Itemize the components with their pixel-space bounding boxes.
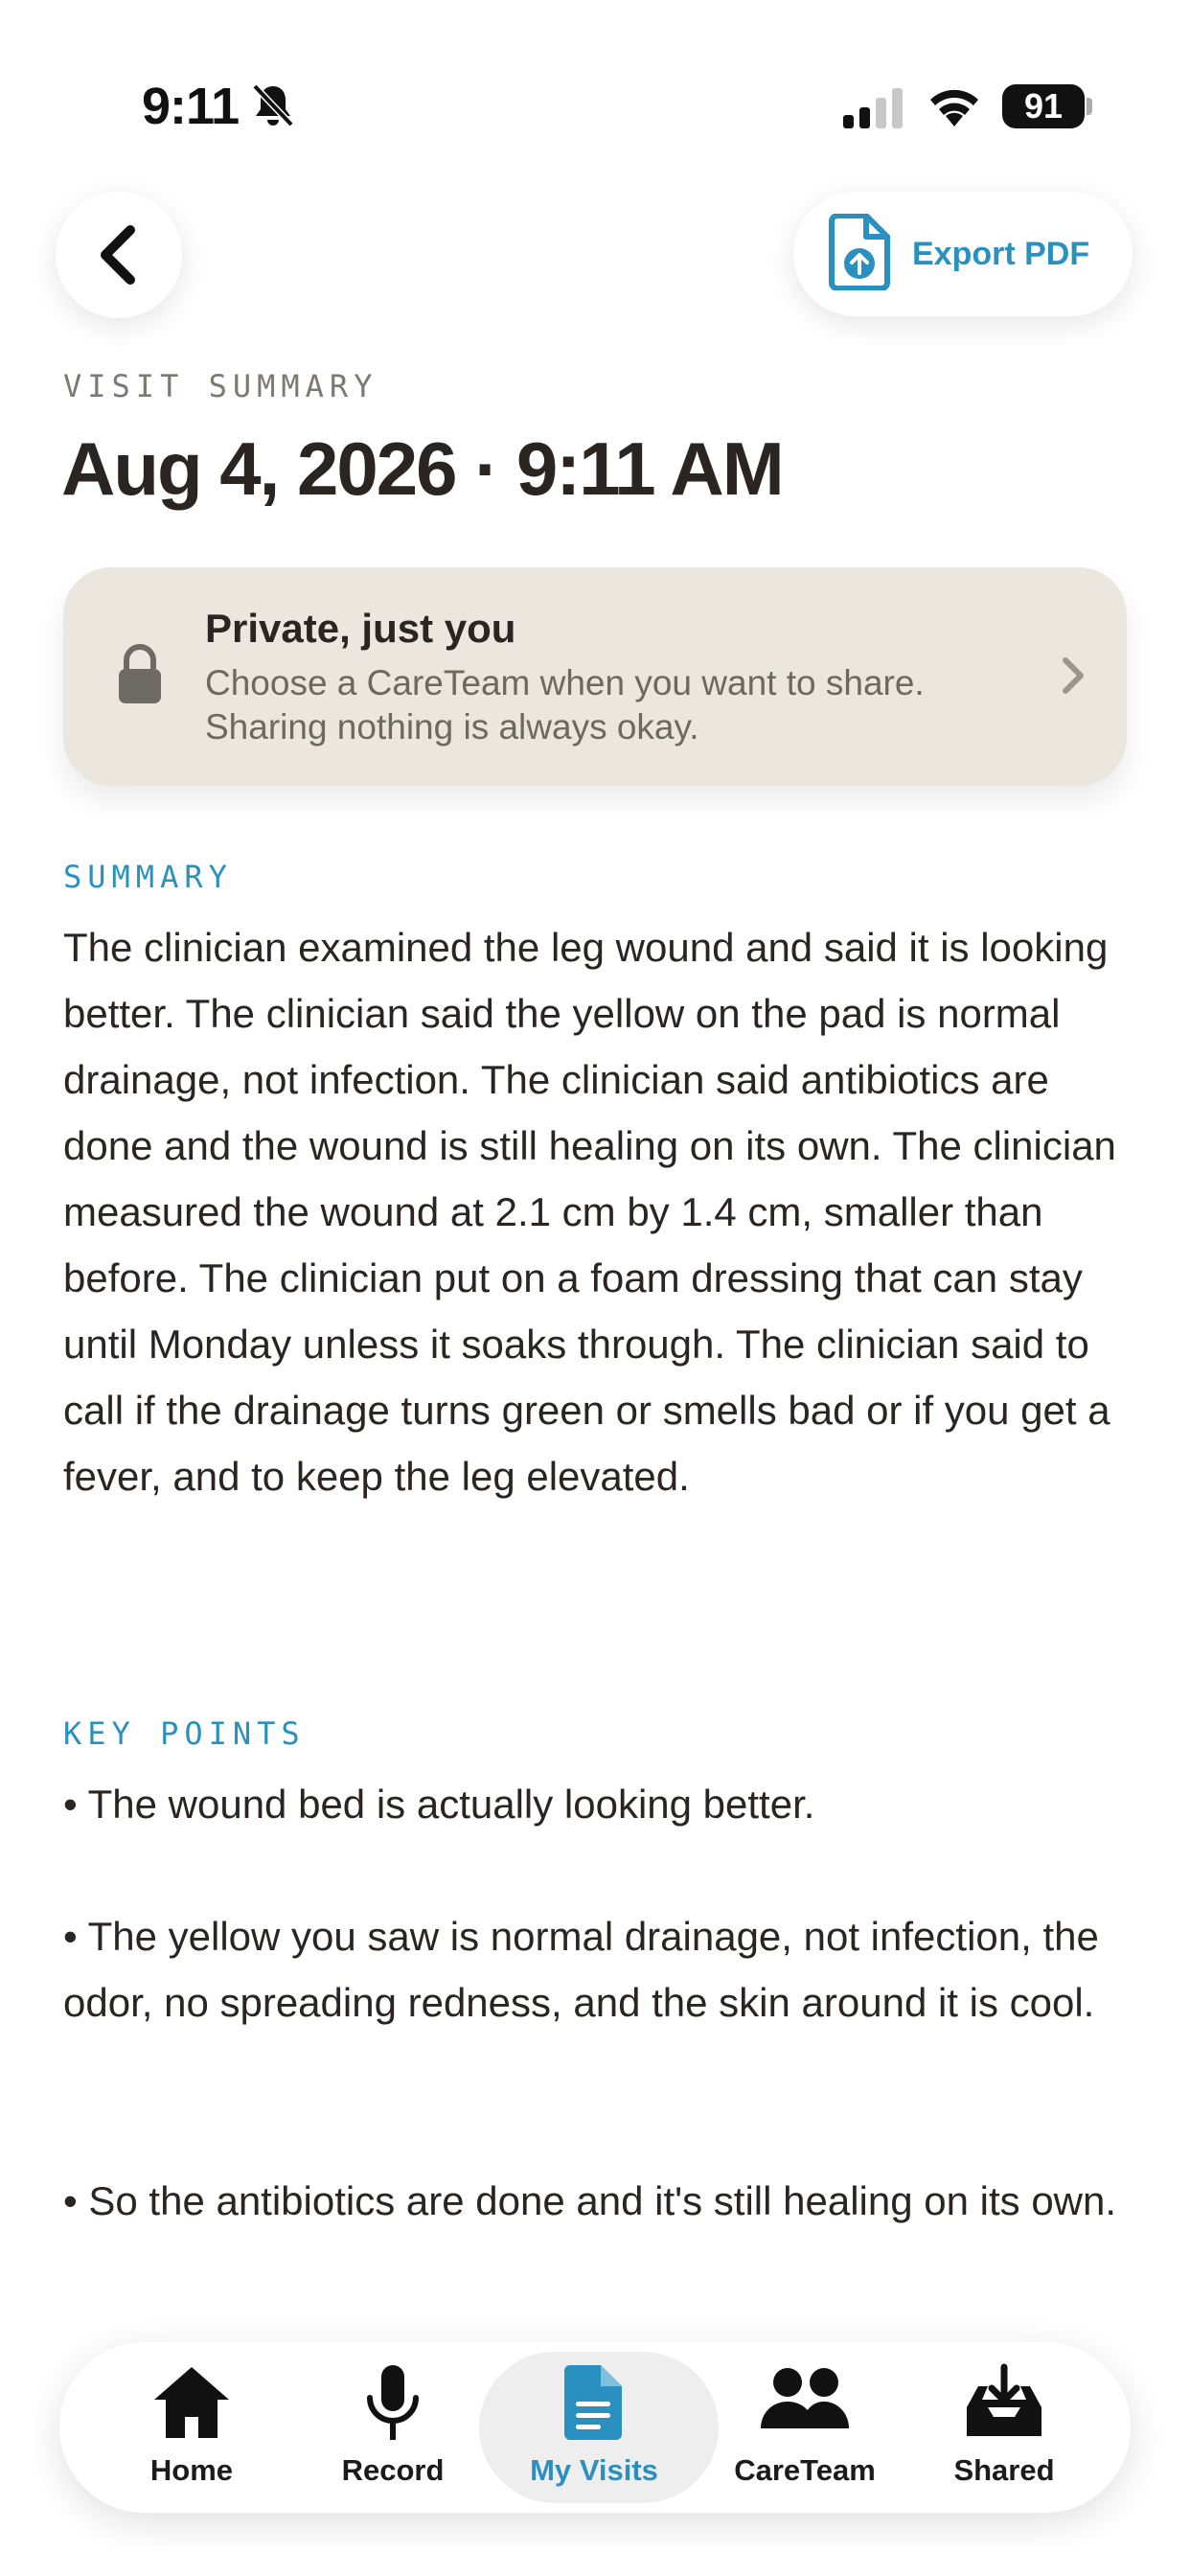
tab-record[interactable] <box>287 2342 498 2513</box>
summary-heading: SUMMARY <box>63 859 233 895</box>
back-button[interactable] <box>56 192 182 318</box>
microphone-icon <box>362 2363 423 2447</box>
key-point-item: • So the antibiotics are done and it's still healing on its own. <box>63 2178 1117 2223</box>
tab-home[interactable] <box>86 2342 297 2513</box>
privacy-description: Choose a CareTeam when you want to share. Sharing nothing is always okay. <box>205 663 925 747</box>
tab-home-label: Home <box>149 2453 234 2487</box>
status-bar <box>0 0 1190 220</box>
tab-shared-label: Shared <box>953 2453 1055 2487</box>
key-point-item: • The yellow you saw is normal drainage, not infection, the odor, no spreading redness, and the skin around it is cool. <box>63 1914 1099 2025</box>
chevron-right-icon <box>1060 656 1087 701</box>
tab-my-visits-label: My Visits <box>530 2453 658 2487</box>
house-icon <box>150 2363 233 2445</box>
status-time: 9:11 <box>142 78 240 135</box>
lock-icon <box>117 644 163 710</box>
key-points-heading: KEY POINTS <box>63 1715 306 1752</box>
tab-careteam-label: CareTeam <box>734 2453 876 2487</box>
people-icon <box>759 2363 851 2435</box>
tab-bar <box>59 2342 1131 2513</box>
summary-text: The clinician examined the leg wound and said it is looking better. The clinician said the yellow on the pad is normal drainage, not infection. The clinician said antibiotics are done and the wound is still healing on its own. The clinician measured the wound at 2.1 cm by 1.4 cm, smaller than before. The clinician put on a foam dressing that can stay until Monday unless it soaks through. The clinician said to call if the drainage turns green or smells bad or if you get a fever, and to keep the leg elevated. <box>63 925 1116 1499</box>
tab-record-label: Record <box>341 2453 445 2487</box>
visit-summary-eyebrow: VISIT SUMMARY <box>63 368 378 404</box>
battery-tip <box>1087 98 1092 115</box>
battery-level: 91 <box>1002 84 1085 128</box>
cellular-signal-icon <box>843 88 908 133</box>
export-pdf-button[interactable] <box>793 192 1133 316</box>
chevron-left-icon <box>96 224 142 286</box>
tab-careteam[interactable] <box>699 2342 910 2513</box>
export-pdf-label: Export PDF <box>912 235 1090 272</box>
file-upload-icon <box>828 214 891 295</box>
key-point-item: • The wound bed is actually looking better. <box>63 1782 815 1827</box>
tab-my-visits[interactable] <box>489 2342 699 2513</box>
inbox-download-icon <box>963 2363 1045 2447</box>
page-title: Aug 4, 2026 · 9:11 AM <box>61 426 783 511</box>
document-icon <box>564 2363 624 2445</box>
wifi-icon <box>926 82 983 131</box>
bell-muted-icon <box>251 82 295 133</box>
privacy-card[interactable] <box>63 567 1127 786</box>
privacy-title: Private, just you <box>205 606 516 651</box>
tab-shared[interactable] <box>899 2342 1110 2513</box>
